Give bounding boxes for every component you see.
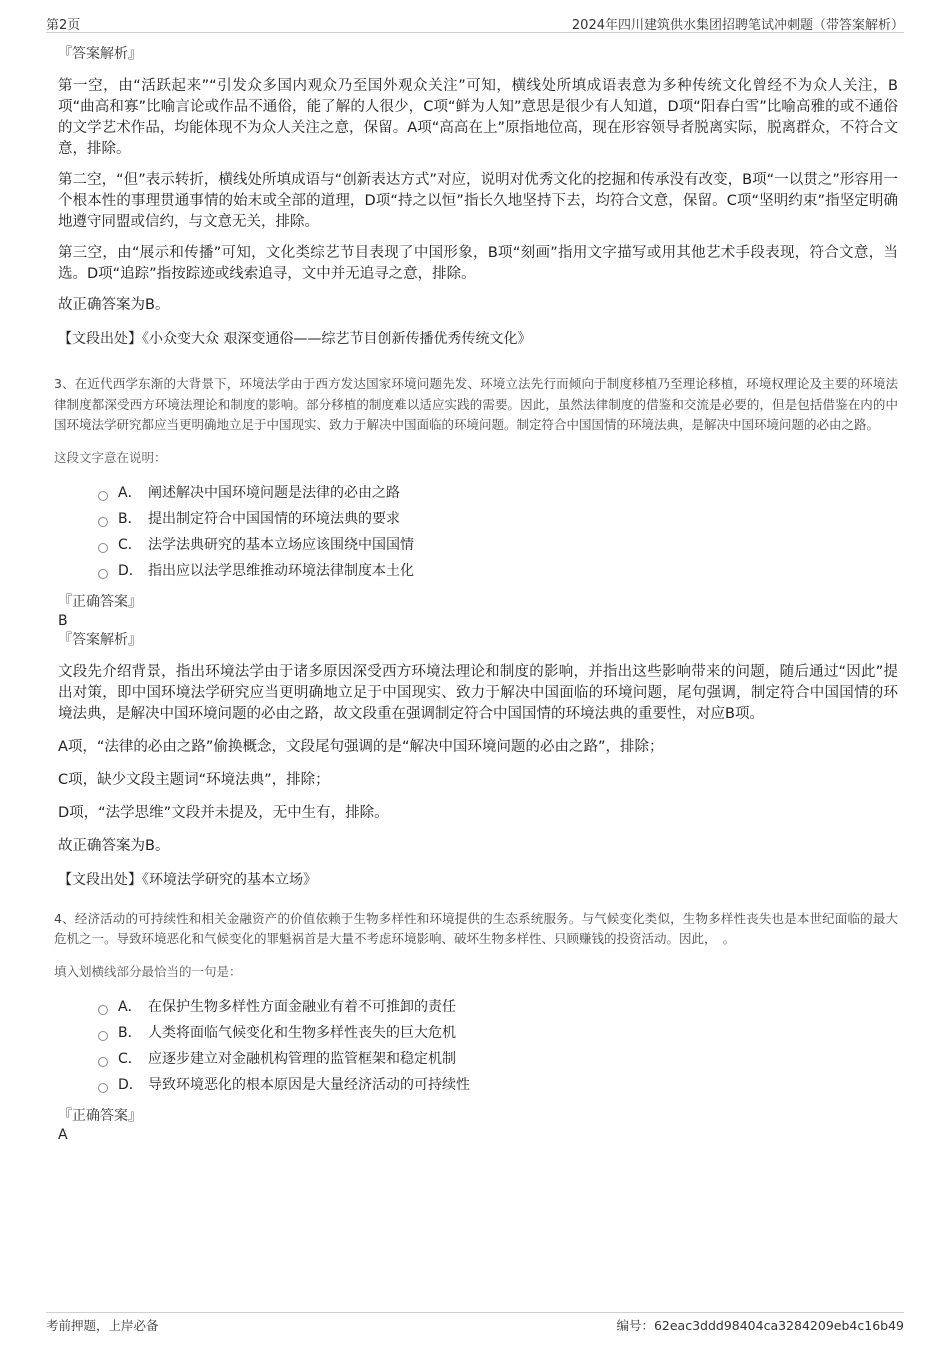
radio-icon[interactable] — [98, 1057, 108, 1067]
page-footer — [46, 1312, 904, 1335]
question-4-options — [58, 994, 898, 1098]
radio-icon[interactable] — [98, 543, 108, 553]
question-3-text: 3、在近代西学东渐的大背景下，环境法学由于西方发达国家环境问题先发、环境立法先行而倾向于制度移植乃至理论移植，环境权理论及主要的环境法律制度都深受西方环境法理论和制度的影响。部分移植的制度难以适应实践的需要。因此，虽然法律制度的借鉴和交流是必要的，但是包括借鉴在内的中国环境法学研究都应当更明确地立足于中国现实、致力于解决中国面临的环境问题。制定符合中国国情的环境法典，是解决中国环境问题的必由之路。 — [54, 376, 898, 432]
option-d[interactable]: D． 指出应以法学思维推动环境法律制度本土化 — [98, 558, 898, 584]
option-b[interactable]: B． 提出制定符合中国国情的环境法典的要求 — [98, 506, 898, 532]
analysis-paragraph: 第一空，由“活跃起来”“引发众多国内观众乃至国外观众关注”可知，横线处所填成语表意为多种传统文化曾经不为众人关注，B项“曲高和寡”比喻言论或作品不通俗，能了解的人很少，C项“鲜为人知”意思是很少有人知道，D项“阳春白雪”比喻高雅的或不通俗的文学艺术作品，均能体现不为众人关注之意，保留。A项“高高在上”原指地位高，现在形容领导者脱离实际，脱离群众，不符合文意，排除。 — [58, 78, 898, 157]
radio-icon[interactable] — [98, 517, 108, 527]
analysis-paragraph: 第三空，由“展示和传播”可知，文化类综艺节目表现了中国形象，B项“刻画”指用文字描写或用其他艺术手段表现，符合文意，当选。D项“追踪”指按踪迹或线索追寻，文中并无追寻之意，排除。 — [58, 245, 898, 282]
document-body — [54, 44, 898, 1144]
footer-slogan: 考前押题，上岸必备 — [46, 1318, 159, 1333]
analysis-paragraph: D项，“法学思维”文段并未提及，无中生有，排除。 — [58, 804, 389, 821]
conclusion: 故正确答案为B。 — [58, 837, 170, 854]
correct-answer: A — [58, 1126, 68, 1143]
option-a[interactable]: A． 在保护生物多样性方面金融业有着不可推卸的责任 — [98, 994, 898, 1020]
source-citation: 【文段出处】《小众变大众 艰深变通俗——综艺节目创新传播优秀传统文化》 — [58, 331, 532, 347]
document-title: 2024年四川建筑供水集团招聘笔试冲刺题（带答案解析） — [571, 18, 904, 33]
option-d[interactable]: D． 导致环境恶化的根本原因是大量经济活动的可持续性 — [98, 1072, 898, 1098]
option-c[interactable]: C． 法学法典研究的基本立场应该围绕中国国情 — [98, 532, 898, 558]
analysis-label: 『答案解析』 — [58, 631, 142, 648]
question-4-text: 4、经济活动的可持续性和相关金融资产的价值依赖于生物多样性和环境提供的生态系统服务。与气候变化类似，生物多样性丧失也是本世纪面临的最大危机之一。导致环境恶化和气候变化的罪魁祸首是大量不考虑环境影响、破坏生物多样性、只顾赚钱的投资活动。因此， 。 — [54, 910, 898, 946]
correct-answer-label: 『正确答案』 — [58, 1107, 142, 1124]
option-b[interactable]: B． 人类将面临气候变化和生物多样性丧失的巨大危机 — [98, 1020, 898, 1046]
analysis-paragraph: A项，“法律的必由之路”偷换概念，文段尾句强调的是“解决中国环境问题的必由之路”，排除； — [58, 738, 664, 755]
question-3-options — [58, 480, 898, 584]
analysis-paragraph: 第二空，“但”表示转折，横线处所填成语与“创新表达方式”对应，说明对优秀文化的挖掘和传承没有改变，B项“一以贯之”形容用一个根本性的事理贯通事情的始末或全部的道理，D项“持之以恒”指长久地坚持下去，均符合文意，保留。C项“坚明约束”指坚定明确地遵守同盟或信约，与文意无关，排除。 — [58, 172, 898, 230]
analysis-label: 『答案解析』 — [58, 46, 142, 62]
question-4-prompt: 填入划横线部分最恰当的一句是： — [54, 963, 242, 979]
analysis-paragraph: C项，缺少文段主题词“环境法典”，排除； — [58, 771, 330, 788]
option-c[interactable]: C． 应逐步建立对金融机构管理的监管框架和稳定机制 — [98, 1046, 898, 1072]
correct-answer-label: 『正确答案』 — [58, 593, 142, 610]
source-citation: 【文段出处】《环境法学研究的基本立场》 — [58, 871, 317, 888]
analysis-paragraph: 文段先介绍背景，指出环境法学由于诸多原因深受西方环境法理论和制度的影响，并指出这些影响带来的问题，随后通过“因此”提出对策，即中国环境法学研究应当更明确地立足于中国现实、致力于解决中国面临的环境问题，尾句强调，制定符合中国国情的环境法典，是解决中国环境问题的必由之路，故文段重在强调制定符合中国国情的环境法典的重要性，对应B项。 — [58, 663, 898, 722]
radio-icon[interactable] — [98, 1083, 108, 1093]
option-a[interactable]: A． 阐述解决中国环境问题是法律的必由之路 — [98, 480, 898, 506]
page-number: 第2页 — [46, 18, 81, 33]
question-3-prompt: 这段文字意在说明： — [54, 449, 167, 465]
conclusion: 故正确答案为B。 — [58, 297, 170, 313]
radio-icon[interactable] — [98, 491, 108, 501]
document-id: 编号：62eac3ddd98404ca3284209eb4c16b49 — [616, 1318, 904, 1333]
radio-icon[interactable] — [98, 1031, 108, 1041]
correct-answer: B — [58, 612, 68, 629]
radio-icon[interactable] — [98, 1005, 108, 1015]
page-header — [46, 10, 904, 33]
radio-icon[interactable] — [98, 569, 108, 579]
